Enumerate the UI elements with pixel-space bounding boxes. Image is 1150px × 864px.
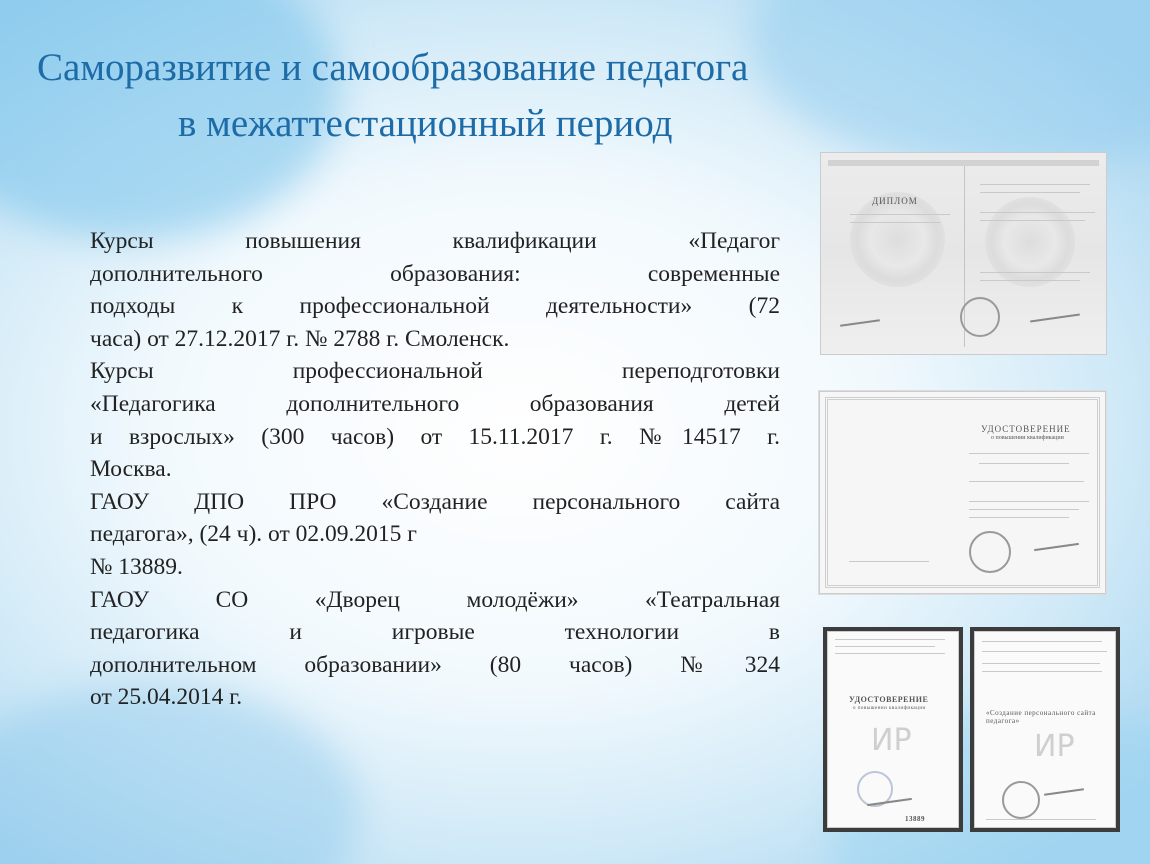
- text-line: № 13889.: [90, 553, 183, 580]
- text-line-placeholder: [969, 453, 1089, 454]
- text-line-placeholder: [986, 819, 1096, 820]
- text-line: дополнительного образования: современные: [90, 260, 780, 287]
- text-line: педагогика и игровые технологии в: [90, 619, 780, 646]
- title-line-2: в межаттестационный период: [178, 102, 673, 145]
- certificate-number: 13889: [905, 815, 925, 823]
- text-line-placeholder: [835, 646, 935, 647]
- text-line-placeholder: [850, 222, 940, 223]
- text-line-placeholder: [980, 184, 1090, 185]
- text-line-placeholder: [982, 671, 1102, 672]
- diploma-scan: [820, 152, 1107, 355]
- text-line-placeholder: [980, 192, 1080, 193]
- watermark-rosette: [985, 197, 1075, 287]
- text-line-placeholder: [969, 509, 1079, 510]
- stamp: [960, 297, 1000, 337]
- text-line-placeholder: [980, 220, 1085, 221]
- stamp: [969, 531, 1011, 573]
- text-line-placeholder: [980, 212, 1095, 213]
- text-line-placeholder: [982, 641, 1102, 642]
- course-paragraph: [90, 355, 780, 485]
- text-line: «Педагогика дополнительного образования детей: [90, 390, 780, 417]
- text-line: педагога», (24 ч). от 02.09.2015 г: [90, 521, 417, 548]
- text-line: и взрослых» (300 часов) от 15.11.2017 г. №14517 г.: [90, 423, 780, 450]
- slide-title: [30, 40, 990, 152]
- small-certificate-scan-left: [823, 627, 963, 832]
- text-line: Курсы профессиональной переподготовки: [90, 358, 780, 385]
- text-line-placeholder: [850, 214, 950, 215]
- text-line: подходы к профессиональной деятельности» (72: [90, 293, 780, 320]
- stamp: [1002, 781, 1040, 819]
- course-paragraph: [90, 486, 780, 584]
- text-line: Москва.: [90, 456, 172, 483]
- text-line-placeholder: [979, 463, 1069, 464]
- signature: [1030, 314, 1080, 323]
- small-certificate-heading: УДОСТОВЕРЕНИЕ: [849, 695, 929, 704]
- certificate-heading: УДОСТОВЕРЕНИЕ: [981, 424, 1071, 434]
- certificate-subheading: о повышении квалификации: [991, 435, 1064, 441]
- title-line-1: Саморазвитие и самообразование педагога: [37, 46, 749, 89]
- small-certificate-scan-right: [970, 627, 1120, 832]
- signature: [840, 319, 880, 327]
- certificate-scan: [818, 390, 1107, 595]
- course-paragraph: [90, 225, 780, 355]
- text-line-placeholder: [849, 561, 929, 562]
- text-line-placeholder: [835, 639, 945, 640]
- text-line-placeholder: [835, 653, 945, 654]
- text-line: дополнительном образовании» (80 часов) №324: [90, 651, 780, 678]
- text-line-placeholder: [969, 481, 1084, 482]
- text-line-placeholder: [969, 517, 1069, 518]
- signature: [1044, 788, 1084, 796]
- ipro-logo-watermark: ИР: [871, 723, 912, 758]
- text-line-placeholder: [980, 280, 1080, 281]
- text-line: ГАОУ СО «Дворец молодёжи» «Театральная: [90, 586, 780, 613]
- text-line: ГАОУ ДПО ПРО «Создание персонального сайта: [90, 488, 780, 515]
- courses-list: [90, 225, 780, 714]
- text-line-placeholder: [980, 272, 1090, 273]
- course-title: «Создание персонального сайта педагога»: [986, 709, 1096, 725]
- watermark-rosette: [850, 192, 945, 287]
- text-line-placeholder: [982, 651, 1107, 652]
- text-line-placeholder: [982, 663, 1100, 664]
- small-certificate-subheading: о повышении квалификации: [853, 706, 926, 711]
- text-line: от 25.04.2014 г.: [90, 684, 243, 711]
- ipro-logo-watermark: ИР: [1034, 729, 1075, 764]
- text-line: Курсы повышения квалификации «Педагог: [90, 228, 780, 254]
- course-paragraph: [90, 584, 780, 714]
- diploma-heading: ДИПЛОМ: [872, 196, 918, 206]
- text-line-placeholder: [969, 501, 1089, 502]
- text-line: часа) от 27.12.2017 г. № 2788 г. Смоленск.: [90, 325, 510, 352]
